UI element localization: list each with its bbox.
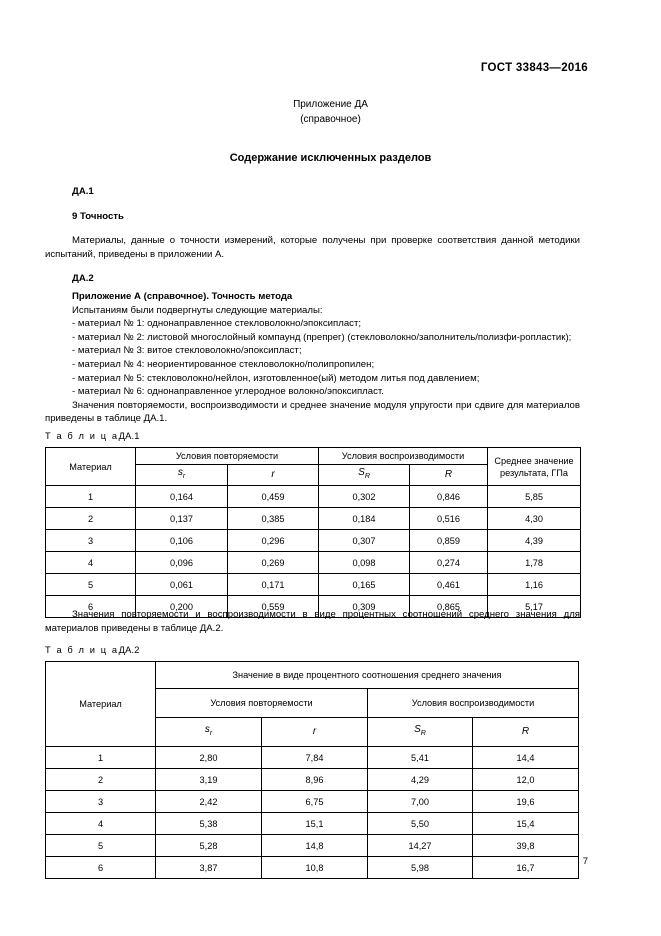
cell-sr: 3,19 bbox=[156, 769, 262, 791]
cell-r: 6,75 bbox=[262, 791, 368, 813]
list-item: - материал № 6: однонаправленное углеродное волокно/эпоксипласт. bbox=[72, 386, 384, 398]
symbol-base: s bbox=[204, 724, 210, 735]
cell-mean: 5,85 bbox=[488, 486, 581, 508]
cell-mean: 5,17 bbox=[488, 596, 581, 618]
th-symbol-sr bbox=[136, 465, 228, 486]
th-material: Материал bbox=[46, 448, 136, 486]
cell-R: 14,4 bbox=[473, 747, 579, 769]
th-symbol-R: R bbox=[410, 465, 488, 486]
cell-R: 16,7 bbox=[473, 857, 579, 879]
list-item: - материал № 4: неориентированное стекловолокно/полипропилен; bbox=[72, 358, 375, 370]
th-material: Материал bbox=[46, 662, 156, 747]
cell-R: 0,865 bbox=[410, 596, 488, 618]
cell-r: 0,385 bbox=[228, 508, 319, 530]
cell-sr: 0,200 bbox=[136, 596, 228, 618]
cell-R: 0,516 bbox=[410, 508, 488, 530]
cell-sr: 2,80 bbox=[156, 747, 262, 769]
cell-sr: 5,38 bbox=[156, 813, 262, 835]
cell-material: 4 bbox=[46, 813, 156, 835]
cell-R: 15,4 bbox=[473, 813, 579, 835]
cell-material: 5 bbox=[46, 574, 136, 596]
cell-sr: 0,164 bbox=[136, 486, 228, 508]
annex-a-heading: Приложение А (справочное). Точность метода bbox=[72, 290, 293, 302]
symbol-base: S bbox=[358, 467, 365, 478]
cell-material: 1 bbox=[46, 486, 136, 508]
table-row bbox=[46, 552, 581, 574]
cell-material: 3 bbox=[46, 530, 136, 552]
table-row bbox=[46, 813, 579, 835]
table-caption-label: Т а б л и ц а bbox=[45, 431, 119, 441]
cell-r: 15,1 bbox=[262, 813, 368, 835]
table-row bbox=[46, 791, 579, 813]
cell-R: 12,0 bbox=[473, 769, 579, 791]
clause-number-da2: ДА.2 bbox=[72, 273, 94, 285]
th-reproducibility: Условия воспроизводимости bbox=[368, 689, 579, 718]
document-body bbox=[45, 185, 580, 426]
table-caption-da1 bbox=[45, 431, 140, 441]
cell-SR: 0,309 bbox=[319, 596, 410, 618]
cell-R: 0,859 bbox=[410, 530, 488, 552]
cell-SR: 0,307 bbox=[319, 530, 410, 552]
annex-subtitle: (справочное) bbox=[300, 114, 361, 125]
cell-SR: 0,098 bbox=[319, 552, 410, 574]
cell-SR: 0,184 bbox=[319, 508, 410, 530]
cell-SR: 14,27 bbox=[368, 835, 473, 857]
table-caption-da2 bbox=[45, 645, 140, 655]
th-mean-result: Среднее значение результата, ГПа bbox=[488, 448, 581, 486]
cell-r: 14,8 bbox=[262, 835, 368, 857]
cell-sr: 0,096 bbox=[136, 552, 228, 574]
cell-r: 0,459 bbox=[228, 486, 319, 508]
th-repeatability: Условия повторяемости bbox=[156, 689, 368, 718]
table-caption-number: ДА.2 bbox=[118, 645, 140, 655]
th-symbol-SR bbox=[368, 718, 473, 747]
th-symbol-sr bbox=[156, 718, 262, 747]
table-row bbox=[46, 769, 579, 791]
table-row bbox=[46, 486, 581, 508]
cell-R: 0,461 bbox=[410, 574, 488, 596]
table-row bbox=[46, 508, 581, 530]
table-caption-number: ДА.1 bbox=[118, 431, 140, 441]
table-row bbox=[46, 835, 579, 857]
cell-SR: 0,302 bbox=[319, 486, 410, 508]
th-repeatability: Условия повторяемости bbox=[136, 448, 319, 465]
list-item: - материал № 3: витое стекловолокно/эпоксипласт; bbox=[72, 345, 302, 357]
cell-material: 2 bbox=[46, 508, 136, 530]
cell-R: 0,274 bbox=[410, 552, 488, 574]
annex-title-block bbox=[0, 97, 661, 127]
table-row bbox=[46, 857, 579, 879]
th-percent-span: Значение в виде процентного соотношения среднего значения bbox=[156, 662, 579, 689]
cell-R: 39,8 bbox=[473, 835, 579, 857]
cell-R: 19,6 bbox=[473, 791, 579, 813]
cell-mean: 1,16 bbox=[488, 574, 581, 596]
cell-material: 6 bbox=[46, 857, 156, 879]
symbol-base: S bbox=[414, 724, 421, 735]
cell-material: 6 bbox=[46, 596, 136, 618]
cell-r: 0,171 bbox=[228, 574, 319, 596]
cell-sr: 0,106 bbox=[136, 530, 228, 552]
th-reproducibility: Условия воспроизводимости bbox=[319, 448, 488, 465]
paragraph-table2-reference: Значения повторяемости и воспроизводимости в виде процентных соотношений среднего значения для материалов приведены в таблице ДА.2. bbox=[45, 609, 580, 634]
cell-r: 10,8 bbox=[262, 857, 368, 879]
cell-mean: 4,39 bbox=[488, 530, 581, 552]
cell-material: 1 bbox=[46, 747, 156, 769]
materials-intro: Испытаниям были подвергнуты следующие материалы: bbox=[72, 304, 323, 316]
list-item: - материал № 5: стекловолокно/нейлон, изготовленное(ый) методом литья под давлением; bbox=[72, 372, 480, 384]
symbol-subscript: R bbox=[364, 473, 370, 480]
table-caption-label: Т а б л и ц а bbox=[45, 645, 119, 655]
table-header-row-span bbox=[46, 662, 579, 689]
cell-sr: 2,42 bbox=[156, 791, 262, 813]
cell-SR: 7,00 bbox=[368, 791, 473, 813]
table-row bbox=[46, 574, 581, 596]
paragraph-clause-9: Материалы, данные о точности измерений, которые получены при проверке соответствия данной методики испытаний, приведены в приложении А. bbox=[45, 235, 580, 260]
cell-sr: 3,87 bbox=[156, 857, 262, 879]
cell-SR: 5,98 bbox=[368, 857, 473, 879]
symbol-subscript: R bbox=[420, 730, 426, 737]
clause-heading-9: 9 Точность bbox=[72, 210, 124, 222]
th-symbol-R: R bbox=[473, 718, 579, 747]
symbol-subscript: r bbox=[209, 730, 213, 737]
cell-r: 8,96 bbox=[262, 769, 368, 791]
cell-material: 2 bbox=[46, 769, 156, 791]
page-number: 7 bbox=[582, 856, 588, 867]
annex-title: Приложение ДА bbox=[293, 99, 368, 110]
cell-sr: 5,28 bbox=[156, 835, 262, 857]
document-standard-header: ГОСТ 33843—2016 bbox=[480, 62, 588, 74]
cell-r: 0,559 bbox=[228, 596, 319, 618]
table-header-row bbox=[46, 448, 581, 465]
th-symbol-SR bbox=[319, 465, 410, 486]
list-item: - материал № 1: однонаправленное стекловолокно/эпоксипласт; bbox=[72, 318, 362, 330]
cell-r: 0,296 bbox=[228, 530, 319, 552]
cell-mean: 4,30 bbox=[488, 508, 581, 530]
cell-SR: 5,41 bbox=[368, 747, 473, 769]
cell-material: 5 bbox=[46, 835, 156, 857]
table-da1 bbox=[45, 447, 581, 618]
table-row bbox=[46, 747, 579, 769]
table-row bbox=[46, 530, 581, 552]
cell-SR: 4,29 bbox=[368, 769, 473, 791]
cell-r: 7,84 bbox=[262, 747, 368, 769]
th-symbol-r: r bbox=[262, 718, 368, 747]
cell-SR: 0,165 bbox=[319, 574, 410, 596]
symbol-base: s bbox=[177, 467, 183, 478]
symbol-subscript: r bbox=[182, 473, 186, 480]
cell-sr: 0,137 bbox=[136, 508, 228, 530]
cell-mean: 1,78 bbox=[488, 552, 581, 574]
paragraph-table1-reference: Значения повторяемости, воспроизводимости и среднее значение модуля упругости при сдвиге для материалов приведены в таблице ДА.1. bbox=[45, 399, 580, 425]
cell-sr: 0,061 bbox=[136, 574, 228, 596]
cell-SR: 5,50 bbox=[368, 813, 473, 835]
cell-material: 4 bbox=[46, 552, 136, 574]
section-heading: Содержание исключенных разделов bbox=[229, 152, 432, 164]
cell-r: 0,269 bbox=[228, 552, 319, 574]
th-symbol-r: r bbox=[228, 465, 319, 486]
table-da2 bbox=[45, 661, 579, 879]
cell-R: 0,846 bbox=[410, 486, 488, 508]
list-item: - материал № 2: листовой многослойный компаунд (препрег) (стекловолокно/заполнитель/полизфи-ропластик); bbox=[72, 331, 572, 343]
clause-number-da1: ДА.1 bbox=[72, 186, 94, 197]
cell-material: 3 bbox=[46, 791, 156, 813]
